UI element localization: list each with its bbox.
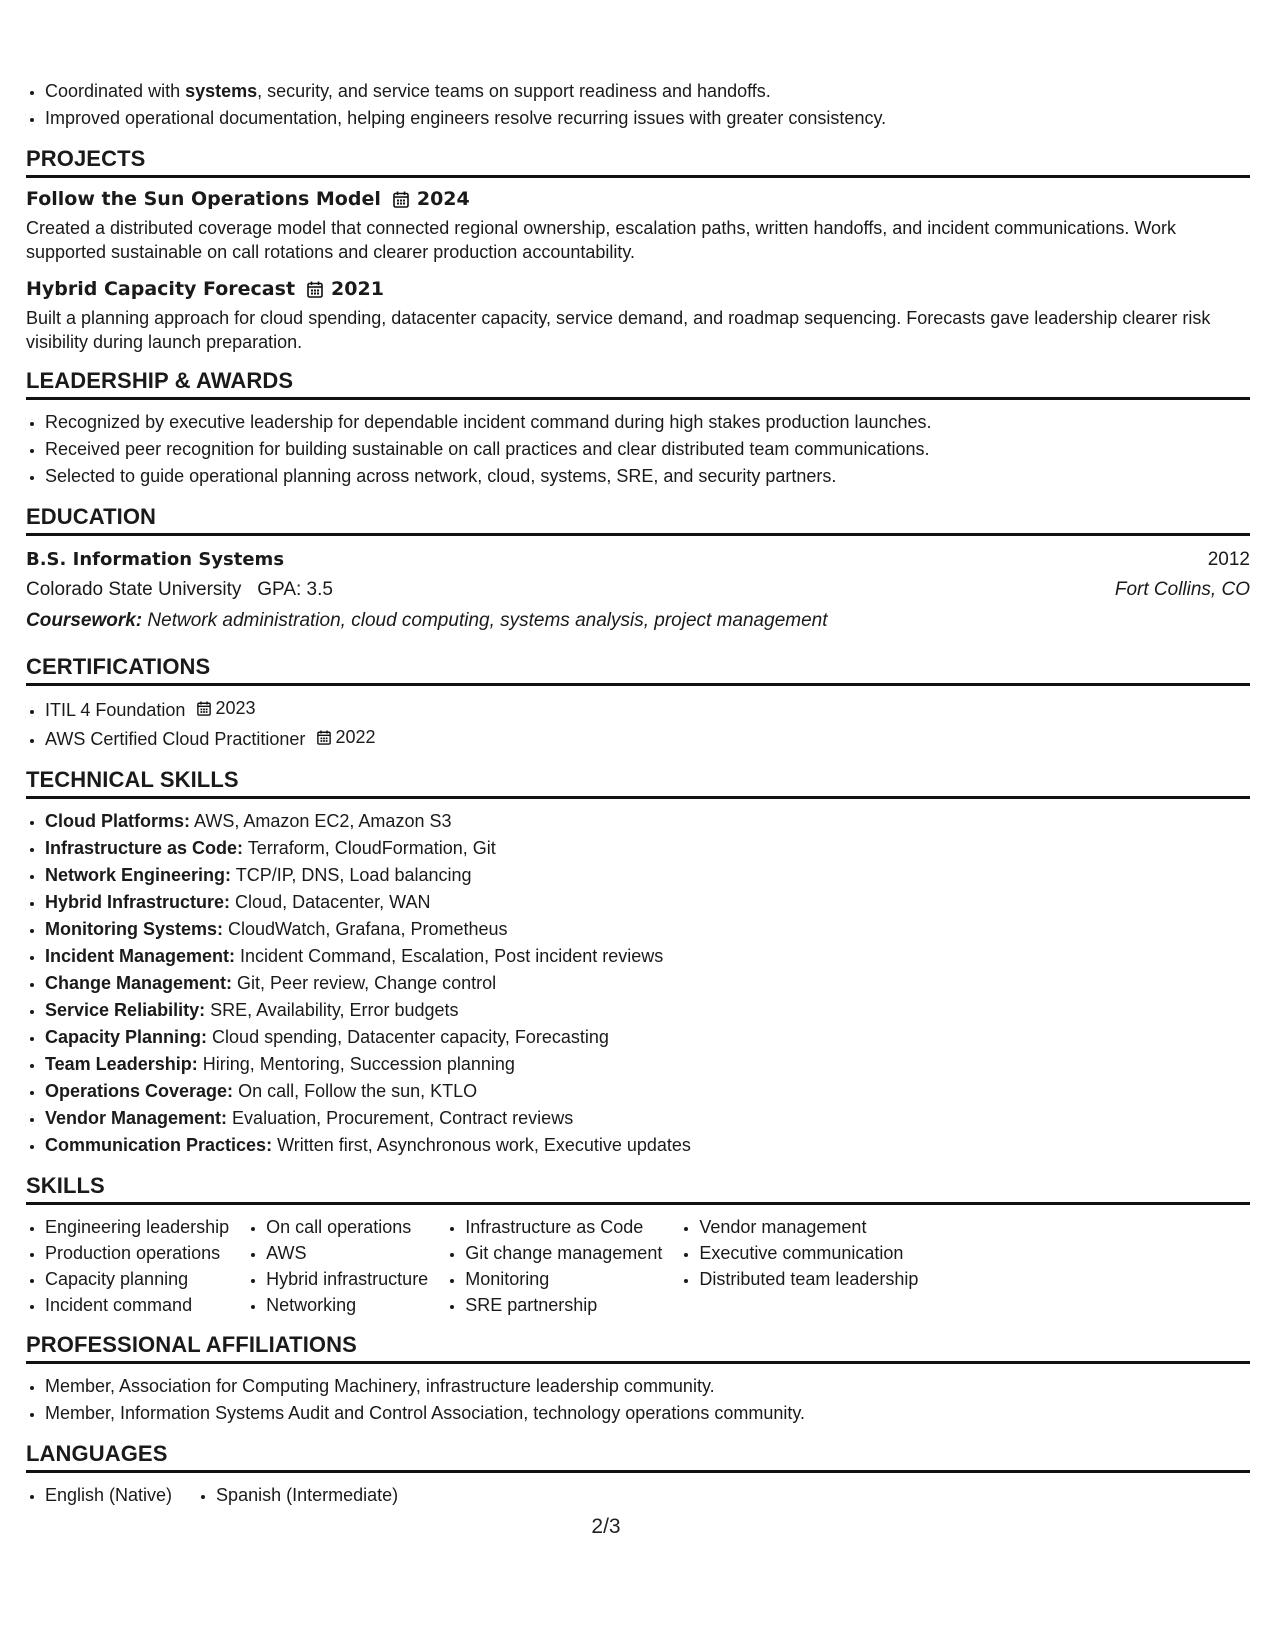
list-item: • AWS <box>266 1240 428 1266</box>
languages-list <box>26 1482 1250 1509</box>
resume-page <box>26 78 1250 1509</box>
list-item: • Spanish (Intermediate) <box>216 1482 398 1509</box>
section-title-projects: PROJECTS <box>26 145 1250 178</box>
skills-column <box>680 1214 918 1318</box>
list-item: • Monitoring <box>465 1266 662 1292</box>
calendar-icon <box>317 730 331 745</box>
list-item: • Monitoring Systems: CloudWatch, Grafana, Prometheus <box>45 916 1250 943</box>
list-item: • Cloud Platforms: AWS, Amazon EC2, Amazon S3 <box>45 808 1250 835</box>
degree: B.S. Information Systems <box>26 549 285 570</box>
coursework-label: Coursework: <box>26 610 143 631</box>
list-item: • Service Reliability: SRE, Availability, Error budgets <box>45 997 1250 1024</box>
list-item: • Communication Practices: Written first, Asynchronous work, Executive updates <box>45 1132 1250 1159</box>
calendar-icon <box>393 191 409 208</box>
coursework: Coursework: Network administration, cloud computing, systems analysis, project management <box>26 610 828 631</box>
list-item: • Team Leadership: Hiring, Mentoring, Succession planning <box>45 1051 1250 1078</box>
page-number: 2/3 <box>591 1515 621 1538</box>
list-item: • Hybrid infrastructure <box>266 1266 428 1292</box>
section-title-affiliations: PROFESSIONAL AFFILIATIONS <box>26 1331 1250 1364</box>
list-item: • Networking <box>266 1292 428 1318</box>
list-item: • ITIL 4 Foundation 2023 <box>45 695 1250 724</box>
skills-column <box>26 1214 229 1318</box>
project-date: 2024 <box>393 187 470 212</box>
certifications-list <box>26 695 1250 753</box>
list-item: • Infrastructure as Code <box>465 1214 662 1240</box>
list-item: • Engineering leadership <box>45 1214 229 1240</box>
education-header-row <box>26 545 1250 575</box>
list-item: • Distributed team leadership <box>699 1266 918 1292</box>
bold-text: systems <box>185 81 258 101</box>
skills-column <box>247 1214 428 1318</box>
list-item: • Executive communication <box>699 1240 918 1266</box>
project-header <box>26 277 1250 302</box>
section-title-leadership: LEADERSHIP & AWARDS <box>26 367 1250 400</box>
section-title-technical-skills: TECHNICAL SKILLS <box>26 766 1250 799</box>
section-title-skills: SKILLS <box>26 1172 1250 1205</box>
project-item <box>26 277 1250 354</box>
project-name: Follow the Sun Operations Model <box>26 188 381 210</box>
affiliations-list <box>26 1373 1250 1427</box>
skills-column <box>446 1214 662 1318</box>
leadership-list <box>26 409 1250 490</box>
list-item: • AWS Certified Cloud Practitioner 2022 <box>45 724 1250 753</box>
list-item: • Change Management: Git, Peer review, Change control <box>45 970 1250 997</box>
section-title-certifications: CERTIFICATIONS <box>26 653 1250 686</box>
section-title-languages: LANGUAGES <box>26 1440 1250 1473</box>
project-header <box>26 187 1250 212</box>
list-item: • Vendor management <box>699 1214 918 1240</box>
list-item: • Incident command <box>45 1292 229 1318</box>
list-item: • Infrastructure as Code: Terraform, CloudFormation, Git <box>45 835 1250 862</box>
project-item <box>26 187 1250 264</box>
list-item: • Vendor Management: Evaluation, Procurement, Contract reviews <box>45 1105 1250 1132</box>
project-date: 2021 <box>307 277 384 302</box>
school: Colorado State University GPA: 3.5 <box>26 579 333 600</box>
list-item: • Network Engineering: TCP/IP, DNS, Load balancing <box>45 862 1250 889</box>
list-item: • Member, Association for Computing Machinery, infrastructure leadership community. <box>45 1373 1250 1400</box>
technical-skills-list <box>26 808 1250 1159</box>
project-description: Built a planning approach for cloud spending, datacenter capacity, service demand, and roadmap sequencing. Forecasts gave leadership clearer risk visibility during launch preparation. <box>26 308 1211 352</box>
project-description: Created a distributed coverage model that connected regional ownership, escalation paths, written handoffs, and incident communications. Work supported sustainable on call rotations and clearer production accountability. <box>26 218 1176 262</box>
list-item: • Received peer recognition for building sustainable on call practices and clear distributed team communications. <box>45 436 1250 463</box>
cert-date: 2022 <box>317 724 375 751</box>
school-location: Fort Collins, CO <box>1114 579 1250 600</box>
list-item: • Hybrid Infrastructure: Cloud, Datacenter, WAN <box>45 889 1250 916</box>
list-item: • Coordinated with systems, security, and service teams on support readiness and handoffs. <box>45 78 1250 105</box>
graduation-year: 2012 <box>1207 549 1250 570</box>
calendar-icon <box>307 281 323 298</box>
list-item: • Recognized by executive leadership for dependable incident command during high stakes production launches. <box>45 409 1250 436</box>
gpa: GPA: 3.5 <box>257 579 333 600</box>
list-item: • Production operations <box>45 1240 229 1266</box>
section-title-education: EDUCATION <box>26 503 1250 536</box>
list-item: • On call operations <box>266 1214 428 1240</box>
list-item: • Git change management <box>465 1240 662 1266</box>
project-name: Hybrid Capacity Forecast <box>26 278 296 300</box>
skills-grid <box>26 1214 1250 1318</box>
list-item: • Member, Information Systems Audit and Control Association, technology operations community. <box>45 1400 1250 1427</box>
list-item: • Capacity planning <box>45 1266 229 1292</box>
list-item: • Incident Management: Incident Command, Escalation, Post incident reviews <box>45 943 1250 970</box>
calendar-icon <box>197 701 211 716</box>
list-item: • Operations Coverage: On call, Follow the sun, KTLO <box>45 1078 1250 1105</box>
education-school-row <box>26 575 1250 605</box>
list-item: • Selected to guide operational planning across network, cloud, systems, SRE, and security partners. <box>45 463 1250 490</box>
list-item: • SRE partnership <box>465 1292 662 1318</box>
list-item: • English (Native) <box>45 1482 172 1509</box>
cert-date: 2023 <box>197 695 255 722</box>
list-item: • Capacity Planning: Cloud spending, Datacenter capacity, Forecasting <box>45 1024 1250 1051</box>
list-item: • Improved operational documentation, helping engineers resolve recurring issues with greater consistency. <box>45 105 1250 132</box>
experience-bullets <box>26 78 1250 132</box>
